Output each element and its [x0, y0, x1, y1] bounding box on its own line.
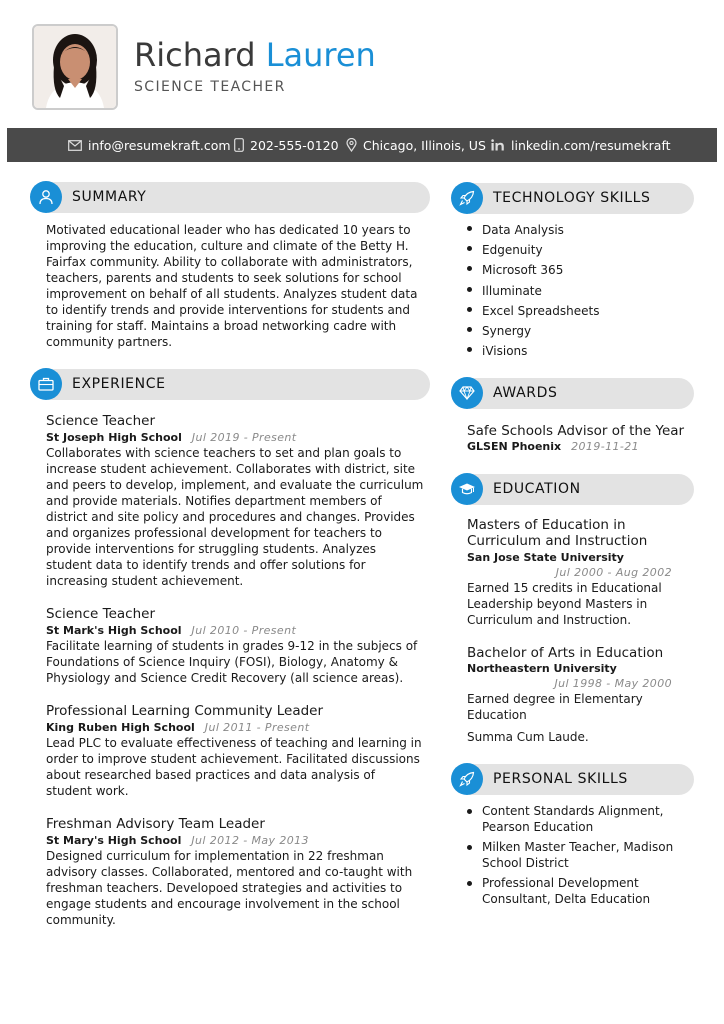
- school-name: Northeastern University: [467, 662, 617, 675]
- briefcase-icon: [30, 368, 62, 400]
- degree-title: Masters of Education in Curriculum and Instruction: [467, 517, 648, 549]
- job-date: Jul 2012 - May 2013: [191, 834, 309, 847]
- education-date: Jul 1998 - May 2000: [554, 677, 672, 690]
- section-experience: [30, 368, 430, 400]
- candidate-name: [134, 35, 376, 75]
- section-title: EXPERIENCE: [72, 376, 166, 392]
- award-date: 2019-11-21: [571, 440, 640, 453]
- section-awards: [451, 377, 694, 409]
- diamond-icon: [451, 377, 483, 409]
- job-employer: [46, 720, 309, 735]
- job-description: Facilitate learning of students in grades 9-12 in the subjecs of Foundations of Science Inquiry (FOSI), Biology, Anatomy & Physiology and Science Credit Recovery (all science areas).: [46, 639, 418, 685]
- contact-linkedin[interactable]: [491, 128, 671, 162]
- job-title: Science Teacher: [46, 606, 155, 622]
- job-description: Designed curriculum for implementation in 22 freshman advisory classes. Collaborated, mentored and co-taught with freshman teachers. Developoed strategies and activities to engage students and encourage involvement in the school community.: [46, 849, 413, 927]
- envelope-icon: [68, 140, 82, 151]
- location-pin-icon: [346, 138, 357, 152]
- job-title: Professional Learning Community Leader: [46, 703, 324, 719]
- education-description: Earned degree in Elementary Education: [467, 692, 643, 722]
- contact-bar: [7, 128, 717, 162]
- contact-phone[interactable]: [234, 128, 339, 162]
- education-honor: Summa Cum Laude.: [467, 730, 589, 744]
- section-title: SUMMARY: [72, 189, 147, 205]
- linkedin-text: linkedin.com/resumekraft: [511, 137, 671, 153]
- job-date: Jul 2019 - Present: [191, 431, 297, 444]
- profile-photo: [32, 24, 118, 110]
- section-summary: [30, 181, 430, 213]
- list-item: Excel Spreadsheets: [466, 301, 686, 321]
- contact-email[interactable]: [68, 128, 231, 162]
- award-issuer: GLSEN Phoenix: [467, 440, 562, 453]
- list-item: Milken Master Teacher, Madison School District: [466, 839, 676, 871]
- list-item: Data Analysis: [466, 220, 686, 240]
- list-item: Content Standards Alignment, Pearson Education: [466, 803, 676, 835]
- employer-name: King Ruben High School: [46, 721, 195, 734]
- section-education: [451, 473, 694, 505]
- rocket-icon: [451, 763, 483, 795]
- employer-name: St Joseph High School: [46, 431, 182, 444]
- section-title: EDUCATION: [493, 481, 581, 497]
- graduation-cap-icon: [451, 473, 483, 505]
- list-item: Edgenuity: [466, 240, 686, 260]
- first-name: Richard: [134, 36, 256, 74]
- section-title: AWARDS: [493, 385, 558, 401]
- last-name: Lauren: [265, 36, 376, 74]
- list-item: Illuminate: [466, 281, 686, 301]
- school-name: San Jose State University: [467, 551, 624, 564]
- list-item: Synergy: [466, 321, 686, 341]
- personal-skills-list: [466, 803, 676, 911]
- job-employer: [46, 833, 309, 848]
- summary-text: Motivated educational leader who has dedicated 10 years to improving the education, culture and climate of the Betty H. Fairfax community. Ability to collaborate with administrators, teachers, parents and students to seek solutions for school improvement on behalf of all students. Analyzes student data to identify trends and provide interventions for students and training for staff. Maintains a broad networking cadre with community partners.: [46, 223, 418, 349]
- phone-icon: [234, 138, 244, 152]
- section-technology-skills: [451, 182, 694, 214]
- job-title: Freshman Advisory Team Leader: [46, 816, 265, 832]
- job-employer: [46, 430, 297, 445]
- list-item: iVisions: [466, 341, 686, 361]
- job-description: Collaborates with science teachers to set and plan goals to increase student achievement. Collaborates with district, site and peers to develop, implement, and evaluate the curriculum and provide materials. Notifies department members of district and site policy and procedures and changes. Provides and organizes professional development for teachers to provide interventions for struggling students. Analyzes student data to identify trends and offer solutions for increasing student achievement.: [46, 446, 424, 588]
- employer-name: St Mary's High School: [46, 834, 182, 847]
- employer-name: St Mark's High School: [46, 624, 182, 637]
- linkedin-icon: [491, 139, 505, 151]
- technology-skills-list: [466, 220, 686, 361]
- job-title: Science Teacher: [46, 413, 155, 429]
- location-text: Chicago, Illinois, US: [363, 137, 486, 153]
- job-date: Jul 2010 - Present: [191, 624, 297, 637]
- job-employer: [46, 623, 296, 638]
- email-text: info@resumekraft.com: [88, 137, 231, 153]
- rocket-icon: [451, 182, 483, 214]
- education-description: Earned 15 credits in Educational Leadership beyond Masters in Curriculum and Instruction.: [467, 581, 662, 627]
- award-title: Safe Schools Advisor of the Year: [467, 423, 685, 439]
- user-icon: [30, 181, 62, 213]
- list-item: Microsoft 365: [466, 260, 686, 280]
- education-date: Jul 2000 - Aug 2002: [555, 566, 672, 579]
- degree-title: Bachelor of Arts in Education: [467, 645, 664, 661]
- award-org: [467, 439, 639, 454]
- section-personal-skills: [451, 763, 694, 795]
- section-title: TECHNOLOGY SKILLS: [493, 190, 651, 206]
- section-title: PERSONAL SKILLS: [493, 771, 628, 787]
- phone-text: 202-555-0120: [250, 137, 339, 153]
- job-title: SCIENCE TEACHER: [134, 79, 286, 95]
- job-description: Lead PLC to evaluate effectiveness of teaching and learning in order to improve student achievement. Facilitated discussions about researched based practices and data analysis of student work.: [46, 736, 422, 798]
- list-item: Professional Development Consultant, Delta Education: [466, 875, 676, 907]
- job-date: Jul 2011 - Present: [204, 721, 310, 734]
- contact-location: [346, 128, 486, 162]
